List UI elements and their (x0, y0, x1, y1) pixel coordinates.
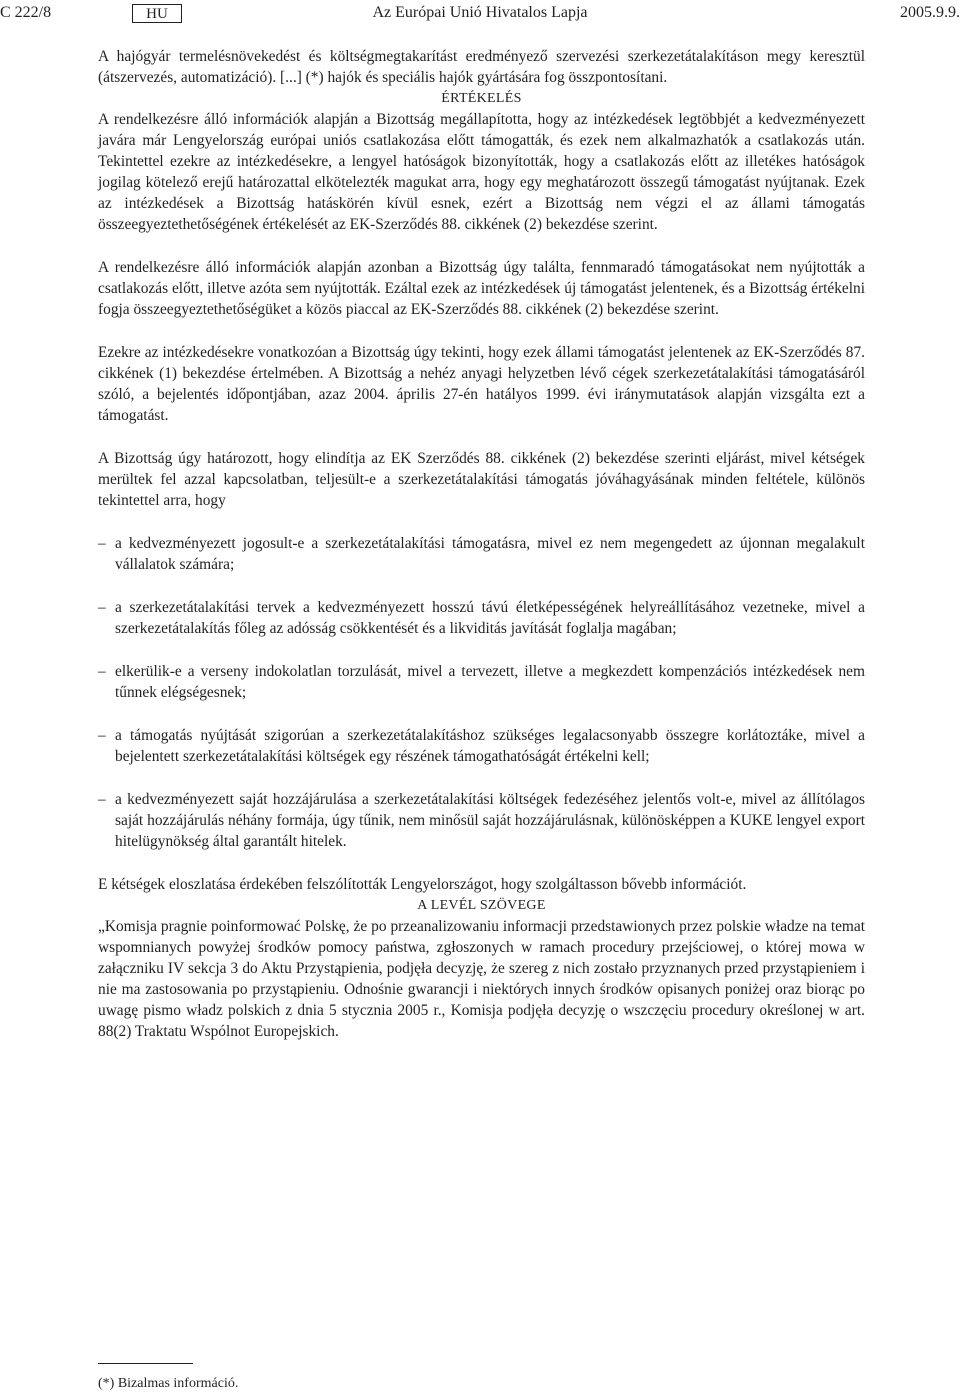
page-header (0, 4, 960, 24)
language-badge: HU (132, 4, 182, 23)
list-item-text: a szerkezetátalakítási tervek a kedvezményezett hosszú távú életképességének helyreállításához vezetneke, mivel a szerkezetátalakítás főleg az adósság csökkentését és a likviditás javítását foglalja magában; (115, 599, 865, 637)
list-item-text: elkerülik-e a verseny indokolatlan torzulását, mivel a tervezett, illetve a megkezdett kompenzációs intézkedések nem tűnnek elégségesnek; (115, 663, 865, 701)
list-item (98, 597, 865, 639)
page-number: C 222/8 (0, 4, 52, 21)
dash-bullet: – (98, 727, 106, 744)
list-item (98, 725, 865, 767)
dash-bullet: – (98, 663, 106, 680)
paragraph: Ezekre az intézkedésekre vonatkozóan a Bizottság úgy tekinti, hogy ezek állami támogatást jelentenek az EK-Szerződés 87. cikkének (1) bekezdése értelmében. A Bizottság a nehéz anyagi helyzetben lévő cégek szerkezetátalakítási támogatásáról szóló, a bejelentés időpontjában, azaz 2004. április 27-én hatályos 1999. évi iránymutatások alapján vizsgálta ezt a támogatást. (98, 344, 865, 424)
paragraph: A rendelkezésre álló információk alapján azonban a Bizottság úgy találta, fennmaradó támogatásokat nem nyújtották a csatlakozás előtt, illetve azóta sem nyújtották. Ezáltal ezek az intézkedések új támogatást jelentenek, és a Bizottság értékelni fogja összeegyeztethetőségüket a közös piaccal az EK-Szerződés 88. cikkének (2) bekezdése szerint. (98, 259, 865, 318)
footnote: (*) Bizalmas információ. (98, 1376, 239, 1391)
intro-paragraph: A hajógyár termelésnövekedést és költségmegtakarítást eredményező szervezési szerkezetátalakításon megy keresztül (átszervezés, automatizáció). [...] (*) hajók és speciális hajók gyártására fog összpontosítani. (98, 48, 865, 86)
paragraph: A Bizottság úgy határozott, hogy elindítja az EK Szerződés 88. cikkének (2) bekezdése szerinti eljárást, mivel kétségek merültek fel azzal kapcsolatban, teljesült-e a szerkezetátalakítási támogatás jóváhagyásának minden feltétele, különös tekintettel arra, hogy (98, 450, 865, 509)
dash-bullet: – (98, 791, 106, 808)
list-item (98, 789, 865, 852)
list-item (98, 533, 865, 575)
dash-bullet: – (98, 599, 106, 616)
closing-paragraph: E kétségek eloszlatása érdekében felszólították Lengyelországot, hogy szolgáltasson bővebb információt. (98, 876, 747, 893)
journal-title: Az Európai Unió Hivatalos Lapja (372, 4, 588, 21)
doubts-list (98, 533, 865, 852)
section-heading-letter: A LEVÉL SZÖVEGE (417, 898, 546, 913)
paragraph: A rendelkezésre álló információk alapján a Bizottság megállapította, hogy az intézkedések legtöbbjét a kedvezményezett javára már Lengyelország európai uniós csatlakozása előtt támogatták, és ezek nem alkalmazhatók a csatlakozás után. Tekintettel ezekre az intézkedésekre, a lengyel hatóságok bizonyították, hogy a csatlakozás előtt az illetékes hatóságok jogilag kötelező erejű határozattal elkötelezték magukat arra, hogy egy meghatározott összegű támogatást nyújtanak. Ezek az intézkedések a Bizottság hatáskörén kívül esnek, ezért a Bizottság nem végzi el az állami támogatás összeegyeztethetőségének értékelését az EK-Szerződés 88. cikkének (2) bekezdése szerint. (98, 111, 865, 233)
section-heading-assessment: ÉRTÉKELÉS (441, 91, 522, 106)
dash-bullet: – (98, 535, 106, 552)
publication-date: 2005.9.9. (900, 4, 960, 21)
letter-paragraph: „Komisja pragnie poinformować Polskę, że po przeanalizowaniu informacji przedstawionych przez polskie władze na temat wspomnianych powyżej środków pomocy państwa, zgłoszonych w ramach procedury przejściowej, o której mowa w załączniku IV sekcja 3 do Aktu Przystąpienia, podjęła decyzję, że szereg z nich zostało przyznanych przed przystąpieniem i nie ma zastosowania po przystąpieniu. Odnośnie gwarancji i niektórych innych środków opisanych poniżej oraz biorąc po uwagę pismo władz polskich z dnia 5 stycznia 2005 r., Komisja podjęła decyzję o wszczęciu procedury określonej w art. 88(2) Traktatu Wspólnot Europejskich. (98, 918, 865, 1040)
list-item (98, 661, 865, 703)
footnote-divider (98, 1363, 193, 1364)
document-body (98, 46, 865, 1042)
list-item-text: a kedvezményezett jogosult-e a szerkezetátalakítási támogatásra, mivel ez nem megengedett az újonnan megalakult vállalatok számára; (115, 535, 865, 573)
list-item-text: a kedvezményezett saját hozzájárulása a szerkezetátalakítási költségek fedezéséhez jelentős volt-e, mivel az állítólagos saját hozzájárulás néhány formája, úgy tűnik, nem minősül saját hozzájárulásnak, különösképpen a KUKE lengyel export hitelügynökség által garantált hitelek. (115, 791, 865, 850)
list-item-text: a támogatás nyújtását szigorúan a szerkezetátalakításhoz szükséges legalacsonyabb összegre korlátoztáke, mivel a bejelentett szerkezetátalakítási költségek egy részének támogathatóságát értékelni kell; (115, 727, 865, 765)
